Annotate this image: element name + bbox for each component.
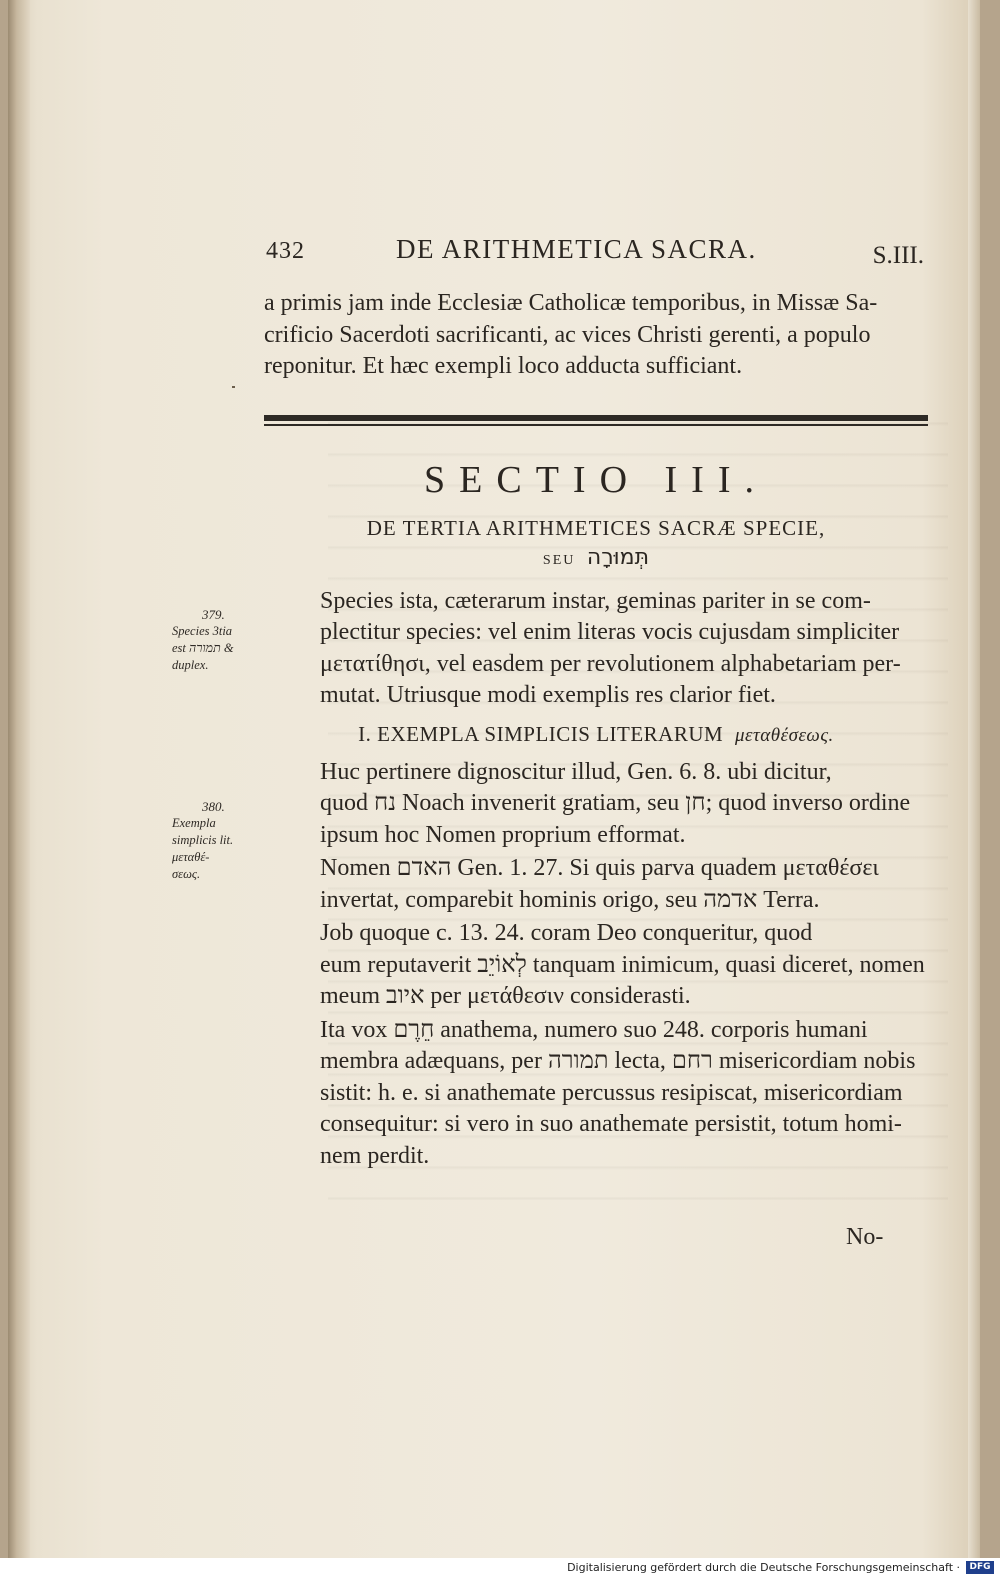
- margin-line: Species 3tia: [172, 624, 233, 638]
- text-line: sistit: h. e. si anathemate percussus resipiscat, misericordiam: [320, 1079, 903, 1106]
- page-gutter: [8, 0, 30, 1558]
- text-line: Species ista, cæterarum instar, geminas pariter in se com-: [320, 587, 871, 614]
- seu-hebrew: תְּמוּרָה: [586, 544, 650, 570]
- paragraph-nomen: [264, 853, 928, 916]
- margin-line: σεως.: [172, 867, 201, 881]
- seu-label: SEU: [542, 552, 576, 568]
- margin-number: 379.: [202, 607, 225, 622]
- text-line: Job quoque c. 13. 24. coram Deo conqueritur, quod: [320, 920, 813, 946]
- page-number: 432: [266, 238, 305, 264]
- paragraph-job: [264, 918, 928, 1013]
- margin-line: simplicis lit.: [172, 833, 234, 847]
- margin-line: μεταθέ-: [172, 850, 210, 864]
- text-line: ipsum hoc Nomen proprium efformat.: [320, 821, 686, 848]
- text-line: meum איוב per μετάθεσιν considerasti.: [320, 983, 691, 1009]
- catchword: No-: [846, 1224, 884, 1250]
- running-section: S.III.: [872, 242, 924, 269]
- subheading-text: I. EXEMPLA SIMPLICIS LITERARUM: [358, 721, 724, 746]
- ink-speck: [232, 386, 235, 388]
- text-line: membra adæquans, per תמורה lecta, רחם misericordiam nobis: [320, 1048, 916, 1074]
- section-rule-thick: [264, 415, 928, 421]
- section-subtitle: DE TERTIA ARITHMETICES SACRÆ SPECIE,: [366, 515, 826, 540]
- text-line: invertat, comparebit hominis origo, seu אדמה Terra.: [320, 886, 820, 913]
- digitization-footer: [0, 1558, 1000, 1578]
- section-title: SECTIO III.: [424, 458, 768, 501]
- text-line: consequitur: si vero in suo anathemate persistit, totum homi-: [320, 1111, 902, 1137]
- dfg-logo: DFG: [966, 1561, 994, 1574]
- intro-paragraph: [264, 288, 928, 383]
- paragraph-ita: [264, 1015, 928, 1173]
- section-rule-thin: [264, 424, 928, 426]
- text-line: nem perdit.: [320, 1142, 430, 1169]
- margin-line: Exempla: [172, 816, 216, 830]
- section-seu-line: [264, 545, 928, 570]
- text-block: [264, 226, 928, 1172]
- running-title: DE ARITHMETICA SACRA.: [396, 234, 757, 264]
- margin-line: duplex.: [172, 658, 209, 672]
- text-line: μετατίθησι, vel easdem per revolutionem alphabetariam per-: [320, 650, 901, 677]
- paragraph-379: [264, 586, 928, 712]
- text-line: eum reputaverit לְאוֹיֵב tanquam inimicum, quasi diceret, nomen: [320, 951, 925, 978]
- running-head: [264, 226, 928, 270]
- text-line: reponitur. Et hæc exempli loco adducta sufficiant.: [264, 353, 743, 379]
- text-line: Huc pertinere dignoscitur illud, Gen. 6. 8. ubi dicitur,: [320, 758, 832, 785]
- margin-number: 380.: [202, 799, 225, 814]
- text-line: Ita vox חֵרֶם anathema, numero suo 248. corporis humani: [320, 1016, 868, 1043]
- footer-credit: Digitalisierung gefördert durch die Deutsche Forschungsgemeinschaft ·: [567, 1561, 960, 1574]
- page-fore-edge: [968, 0, 980, 1558]
- text-line: quod נח Noach invenerit gratiam, seu חן; quod inverso ordine: [320, 790, 911, 816]
- subheading: [264, 722, 928, 747]
- text-line: crificio Sacerdoti sacrificanti, ac vices Christi gerenti, a populo: [264, 321, 871, 348]
- margin-note-380: [172, 798, 264, 883]
- paragraph-380: [264, 757, 928, 852]
- text-line: mutat. Utriusque modi exemplis res clarior fiet.: [320, 682, 776, 708]
- margin-line: est תמורה &: [172, 641, 234, 655]
- margin-note-379: [172, 606, 264, 674]
- text-line: Nomen האדם Gen. 1. 27. Si quis parva quadem μεταθέσει: [320, 855, 879, 881]
- subheading-greek: μεταθέσεως.: [734, 724, 834, 746]
- text-line: plectitur species: vel enim literas vocis cujusdam simpliciter: [320, 619, 900, 645]
- text-line: a primis jam inde Ecclesiæ Catholicæ temporibus, in Missæ Sa-: [264, 290, 878, 316]
